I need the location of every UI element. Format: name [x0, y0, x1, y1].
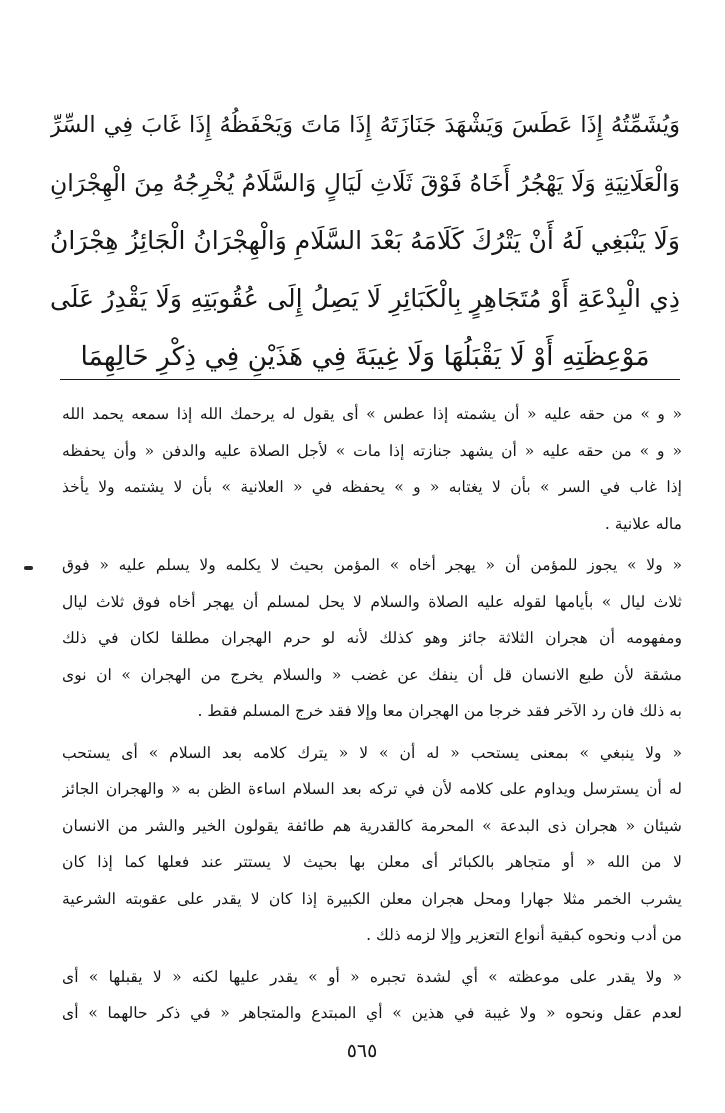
verse-line: وَيُشَمِّتُهُ إِذَا عَطَسَ وَيَشْهَدَ جَنَازَتَهُ إِذَا مَاتَ وَيَحْفَظُهُ إِذَا غَابَ فِي السِّرِّ	[50, 112, 680, 138]
commentary-line: لعدم عقل ونحوه « ولا غيبة في هذين » أي المبتدع والمتجاهر « في ذكر حالهما » أى	[62, 1004, 682, 1022]
commentary-text	[62, 396, 682, 1032]
separator-rule	[60, 379, 680, 380]
commentary-line: ومفهومه أن هجران الثلاثة جائز وهو كذلك لأنه لو حرم الهجران مطلقا لكان في ذلك	[62, 629, 682, 647]
verse-line: مَوْعِظَتِهِ أَوْ لَا يَقْبَلُهَا وَلَا غِيبَةَ فِي هَذَيْنِ فِي ذِكْرِ حَالِهِمَا	[80, 341, 650, 372]
page-number: ٥٦٥	[346, 1040, 378, 1062]
commentary-line: مشقة لأن طبع الانسان قل أن ينفك عن غضب « والسلام يخرج من الهجران » ان نوى	[62, 665, 682, 684]
commentary-line: به ذلك فان رد الآخر فقد خرجا من الهجران معا وإلا فقد خرج المسلم فقط .	[197, 702, 682, 720]
commentary-line: من أدب ونحوه كبقية أنواع التعزير وإلا لزمه ذلك .	[366, 926, 682, 944]
commentary-line: شيئان « هجران ذى البدعة » المحرمة كالقدرية هم طائفة يقولون الخير والشر من الانسان	[62, 816, 682, 835]
commentary-line: « ولا يقدر على موعظته » أي لشدة تجبره « أو » يقدر عليها لكنه « لا يقبلها » أى	[62, 967, 682, 986]
ink-speck	[24, 566, 33, 570]
verse-line: وَالْعَلَانِيَةِ وَلَا يَهْجُرُ أَخَاهُ فَوْقَ ثَلَاثِ لَيَالٍ وَالسَّلَامُ يُخْرِجُهُ مِنَ الْهِجْرَانِ	[50, 169, 680, 197]
verse-line: وَلَا يَنْبَغِي لَهُ أَنْ يَتْرُكَ كَلَامَهُ بَعْدَ السَّلَامِ وَالْهِجْرَانُ الْجَائِزُ هِجْرَانُ	[50, 226, 680, 255]
commentary-line: لا من الله « أو متجاهر بالكبائر أى معلن بها بحيث لا يستتر عند فعلها كما إذا كان	[62, 853, 682, 871]
verse-text	[50, 96, 680, 386]
commentary-line: « و » من حقه عليه « أن يشمته إذا عطس » أى يقول له يرحمك الله إذا سمعه يحمد الله	[62, 405, 682, 423]
commentary-paragraph	[62, 396, 682, 542]
commentary-line: ماله علانية .	[604, 514, 682, 533]
commentary-line: « ولا ينبغي » بمعنى يستحب « له أن » لا « يترك كلامه بعد السلام » أى يستحب	[62, 743, 682, 762]
commentary-paragraph	[62, 547, 682, 730]
verse-line: ذِي الْبِدْعَةِ أَوْ مُتَجَاهِرٍ بِالْكَبَائِرِ لَا يَصِلُ إِلَى عُقُوبَتِهِ وَلَا يَقْدِرُ عَلَى	[50, 284, 680, 313]
commentary-line: إذا غاب في السر » بأن لا يغتابه « و » يحفظه في « العلانية » بأن لا يشتمه ولا يأخذ	[62, 478, 682, 496]
commentary-line: « و » من حقه عليه « أن يشهد جنازته إذا مات » لأجل الصلاة عليه والدفن « وأن يحفظه	[62, 441, 682, 460]
commentary-paragraph	[62, 735, 682, 954]
commentary-line: « ولا » يجوز للمؤمن أن « يهجر أخاه » المؤمن بحيث لا يكلمه ولا يسلم عليه « فوق	[62, 556, 682, 574]
commentary-paragraph	[62, 959, 682, 1032]
commentary-line: ثلاث ليال » بأيامها لقوله عليه الصلاة والسلام لا يحل لمسلم أن يهجر أخاه فوق ثلاث ليال	[62, 592, 682, 611]
commentary-line: يشرب الخمر مثلا جهارا ومحل هجران معلن الكبيرة إذا كان لا يقدر على عقوبته الشرعية	[62, 889, 682, 908]
commentary-line: له أن يسترسل ويداوم على كلامه لأن في تركه بعد السلام اساءة الظن به « والهجران الجائز	[62, 780, 682, 798]
